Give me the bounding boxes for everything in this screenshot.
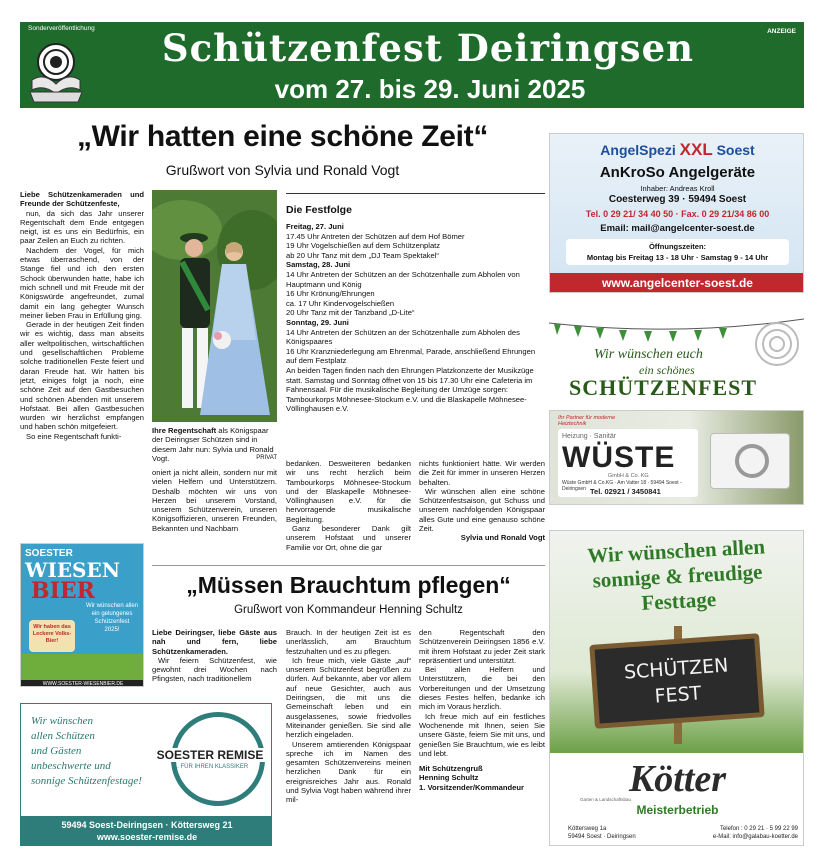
angel-xxl: XXL <box>679 140 713 159</box>
paragraph: nichts funktioniert hätte. Wir werden die Zeit für immer in unseren Herzen behalten. <box>419 459 545 487</box>
koetter-email[interactable]: e-Mail: info@galabau-koetter.de <box>712 833 798 840</box>
article2-column-3 <box>419 628 545 843</box>
article-headline: „Wir hatten eine schöne Zeit“ <box>76 120 489 153</box>
koetter-tag: Garten & Landschaftsbau <box>580 797 632 802</box>
greeting-line3: SCHÜTZENFEST <box>569 375 758 400</box>
wiesn-line3: BIER <box>31 578 95 604</box>
closing: Mit Schützengruß <box>419 764 483 774</box>
royal-couple-photo <box>152 190 277 422</box>
paragraph: den Regentschaft den Schützenverein Deiringsen 1856 e.V. mit ihrem Hofstaat zu jeder Zeit stark repräsentiert und unterstützt. <box>419 628 545 665</box>
schuetzenfest-sign <box>589 633 764 729</box>
wueste-tags: Heizung · Sanitär <box>562 433 617 440</box>
angel-name: AnKroSo Angelgeräte <box>599 164 756 181</box>
festfolge-item: 14 Uhr Antreten der Schützen an der Schützenhalle zum Abholen von Hauptmann und König <box>286 269 520 289</box>
remise-logo-sub: ... FÜR IHREN KLASSIKER <box>173 764 249 770</box>
koetter-headline1: Wir wünschen allen <box>586 534 766 568</box>
wiesn-text3: Schützenfest <box>94 619 130 625</box>
paragraph: oniert ja nicht allein, sondern nur mit vielen Helfern und Unterstützern. Deshalb möchten wir uns von Herzen bei unserem Vorstand, unserem Schützenverein, unseren Königsoffizieren, unseren Freunden, Bekannten und Nachbarn <box>152 468 277 533</box>
koetter-brand-sub: Meisterbetrieb <box>636 803 719 817</box>
article2-column-1 <box>152 628 277 698</box>
wiesn-sub: Wir haben das Leckere Volks-Bier! <box>29 620 75 652</box>
caption-text: als Königspaar der Deiringser Schützen sind in diesem Jahr nun: Sylvia und Ronald Vogt. <box>152 426 274 463</box>
angel-brand: AngelSpezi <box>600 142 676 158</box>
remise-logo: SOESTER REMISE <box>151 748 269 762</box>
ad-schuetzenfest-greeting[interactable] <box>549 317 804 403</box>
target-icon <box>754 321 800 367</box>
festfolge-title: Die Festfolge <box>286 204 352 216</box>
festfolge-item: 14 Uhr Antreten der Schützen an der Schützenhalle zum Abholen des Königspaares <box>286 327 520 347</box>
divider <box>286 193 545 194</box>
festfolge-item: 20 Uhr Tanz mit der Tanzband „D-Lite“ <box>286 308 415 318</box>
author-role: 1. Vorsitzender/Kommandeur <box>419 782 524 792</box>
article-column-2 <box>152 468 277 564</box>
divider <box>152 565 545 566</box>
paragraph: nun, da sich das Jahr unserer Regentschaft dem Ende entgegen neigt, ist es uns ein Bedürfnis, ein paar Zeilen an Euch zu richten. <box>20 208 144 246</box>
page-title: Schützenfest Deiringsen <box>161 26 695 70</box>
festfolge-item: 17.45 Uhr Antreten der Schützen auf dem Hof Bömer <box>286 231 465 241</box>
paragraph: Brauch. In der heutigen Zeit ist es unerlässlich, am Brauchtum festzuhalten und es zu pflegen. <box>286 628 411 656</box>
ad-soester-remise[interactable] <box>20 703 272 846</box>
paragraph: Wir feiern Schützenfest, wie gewohnt drei Wochen nach Pfingsten, nach traditionellem <box>152 655 277 684</box>
wiesn-text2: ein gelungenes <box>91 611 133 617</box>
remise-script4: unbeschwerte und <box>31 760 111 772</box>
remise-address: 59494 Soest-Deiringsen · Köttersweg 21 <box>61 820 233 830</box>
wueste-name: WÜSTE <box>562 441 676 474</box>
article-column-1 <box>20 190 144 560</box>
angel-hours-label: Öffnungszeiten: <box>648 242 707 251</box>
header-banner <box>20 22 804 108</box>
angel-email[interactable]: Email: mail@angelcenter-soest.de <box>600 223 755 234</box>
meadow-graphic <box>21 654 144 680</box>
heat-pump-icon <box>710 433 790 489</box>
koetter-brand: Kötter <box>628 758 727 800</box>
paragraph: Gerade in der heutigen Zeit finden wir es wichtig, dass man abseits aller weltpolitischen, wirtschaftlichen und gesellschaftlichen Probleme solche traditionellen Feste feiert und daran Freude hat. Wir hatten bis jetzt, einiges folgt ja noch, eine schöne Zeit auf den Gastbesuchen und schönen Abenden mit unserem Hofstaat. Bei allen Gastbesuchen wurden wir herzlichst empfangen und haben schön mitgefeiert. <box>20 320 144 432</box>
wueste-address: Wüste GmbH & Co.KG · Am Vatter 18 · 59494 Soest - Deiringsen <box>562 480 682 492</box>
angel-owner: Inhaber: Andreas Kroll <box>640 184 715 193</box>
supplement-label: Sonderveröffentlichung <box>28 25 95 32</box>
article-lead: Liebe Schützenkameraden und Freunde der Schützenfeste, <box>20 190 144 209</box>
angel-phone: Tel. 0 29 21/ 34 40 50 · Fax. 0 29 21/34 86 00 <box>585 209 770 219</box>
festfolge-day: Samstag, 28. Juni <box>286 260 351 270</box>
caption-bold: Ihre Regentschaft <box>152 426 217 435</box>
paragraph: Ich freue mich auf ein festliches Wochenende mit Ihnen, seien Sie unsere Gäste, feiern Sie mit uns, und genießen Sie Brauchtum, wie es leibt und lebt. <box>419 711 545 758</box>
remise-web[interactable]: www.soester-remise.de <box>96 832 198 842</box>
article2-column-2 <box>286 628 411 843</box>
festfolge-item: An beiden Tagen finden nach den Ehrungen Platzkonzerte der Musikzüge statt. Samstag und Sonntag öffnet von 15 bis 17.30 Uhr eine Cafeteria im Fahnensaal. Für die musikalische Begleitung der Umzüge sorgen: Tambourkorps Möhnesee-Stockum e.V. und die Blaskapelle Möhnesee-Völlinghausen e.V. <box>286 365 534 414</box>
festfolge-day: Freitag, 27. Juni <box>286 222 344 231</box>
angel-hours: Montag bis Freitag 13 - 18 Uhr · Samstag 9 - 14 Uhr <box>586 253 769 262</box>
club-crest-icon <box>24 32 88 106</box>
paragraph: Unserem amtierenden Königspaar spreche ich im Namen des gesamten Schützenvereins meinen herzlichen Dank für ein ereignisreiches Jahr aus. Ronald und Sylvia Vogt haben während ihrer mil- <box>286 739 411 805</box>
paragraph: bedanken. Desweiteren bedanken wir uns recht herzlich beim Tambourkorps Möhnesee-Stockum und der Blaskapelle Möhnesee-Völlinghausen e.V. für die hervorragende musikalische Begleitung. <box>286 459 411 524</box>
festfolge-item: 16 Uhr Krönung/Ehrungen <box>286 289 375 299</box>
ad-koetter[interactable] <box>549 530 804 846</box>
photo-credit: PRIVAT <box>256 454 277 461</box>
wueste-slogan: Ihr Partner für moderne Heiztechnik <box>558 415 616 427</box>
ad-angelspezi[interactable] <box>549 133 804 293</box>
greeting-line2: ein schönes <box>639 363 695 377</box>
article2-lead: Liebe Deiringser, liebe Gäste aus nah und fern, liebe Schützenkameraden. <box>152 628 277 656</box>
remise-script3: und Gästen <box>31 745 82 757</box>
festfolge-item: ca. 17 Uhr Kindervogelschießen <box>286 298 395 308</box>
koetter-phone: Telefon : 0 29 21 · 5 99 22 99 <box>719 826 798 832</box>
wueste-sub: GmbH & Co. KG <box>608 473 649 479</box>
koetter-address1: Köttersweg 1a <box>568 826 607 832</box>
wiesn-text1: Wir wünschen allen <box>85 603 139 609</box>
festfolge-day: Sonntag, 29. Juni <box>286 317 349 327</box>
remise-script1: Wir wünschen <box>31 715 94 727</box>
angel-city: Soest <box>716 142 755 158</box>
wiesn-line2: WIESEN <box>25 558 121 582</box>
ad-label: ANZEIGE <box>767 28 796 35</box>
article-subhead-2: Grußwort von Kommandeur Henning Schultz <box>234 604 463 616</box>
signature: Sylvia und Ronald Vogt <box>460 533 545 543</box>
ad-wueste[interactable] <box>549 410 804 505</box>
article-subhead: Grußwort von Sylvia und Ronald Vogt <box>165 162 400 178</box>
koetter-address2: 59494 Soest · Deiringsen <box>568 833 636 840</box>
ad-wiesenbier[interactable] <box>20 543 144 687</box>
sign-line1: SCHÜTZEN <box>623 654 729 684</box>
wiesn-line1: SOESTER <box>25 548 73 559</box>
angel-web[interactable]: www.angelcenter-soest.de <box>550 273 804 293</box>
paragraph: So eine Regentschaft funkti- <box>26 431 122 441</box>
koetter-headline2: sonnige & freudige <box>591 559 763 593</box>
remise-script5: sonnige Schützenfestage! <box>31 775 142 787</box>
greeting-line1: Wir wünschen euch <box>594 347 703 362</box>
wiesn-web[interactable]: WWW.SOESTER-WIESENBIER.DE <box>21 680 144 687</box>
article-headline-2: „Müssen Brauchtum pflegen“ <box>186 572 511 598</box>
paragraph: Nachdem der Vogel, für mich etwas überraschend, von der Stange fiel und ich den ersten Schock überwunden hatte, habe ich mich schnell und mit Freude mit der Königswürde angefreundet, zumal damit ein lang gehegter Wunsch meiner lieben Frau in Erfüllung ging. <box>20 245 144 320</box>
sign-line2: FEST <box>653 682 702 708</box>
koetter-headline3: Festtage <box>640 587 717 615</box>
article-column-4 <box>419 459 545 565</box>
paragraph: Ganz besonderer Dank gilt unserem Hofstaat und unserer Familie vor Ort, ohne die gar <box>286 524 411 552</box>
festfolge-item: 19 Uhr Vogelschießen auf dem Schützenplatz <box>286 241 441 251</box>
article-column-3 <box>286 459 411 565</box>
paragraph: Ich freue mich, viele Gäste „auf“ unserem Schützenfest begrüßen zu dürfen. Auf bekannte, aber vor allem auf neue Gesichter, auch aus Deiringsen, die mit uns die Gemeinschaft leben und ein ausgelassenes, sowie friedvolles Miteinander genießen. Sie sind alle herzlich eingeladen. <box>286 655 411 740</box>
paragraph: Bei allen Helfern und Unterstützern, die bei den Vorbereitungen und der Umsetzung dieses Festes helfen, bedanke ich mich im Voraus herzlich. <box>419 665 545 712</box>
event-dates: vom 27. bis 29. Juni 2025 <box>274 74 586 104</box>
wiesn-year: 2025! <box>104 627 120 633</box>
festfolge-item: ab 20 Uhr Tanz mit dem „DJ Team Spektakel“ <box>286 250 439 260</box>
angel-address: Coesterweg 39 · 59494 Soest <box>608 194 747 205</box>
paragraph: Wir wünschen allen eine schöne Schützenfestsaison, gut Schuss und unserem nachfolgenden Königspaar alles Gute und eine genauso schöne Zeit. <box>419 486 545 534</box>
author-name: Henning Schultz <box>419 773 479 783</box>
remise-script2: allen Schützen <box>31 730 95 742</box>
festfolge-item: 16 Uhr Kranzniederlegung am Ehrenmal, Parade, anschließend Ehrungen auf dem Festplatz <box>286 346 536 366</box>
festfolge-list <box>286 222 545 454</box>
wueste-phone: Tel. 02921 / 3450841 <box>590 487 661 496</box>
